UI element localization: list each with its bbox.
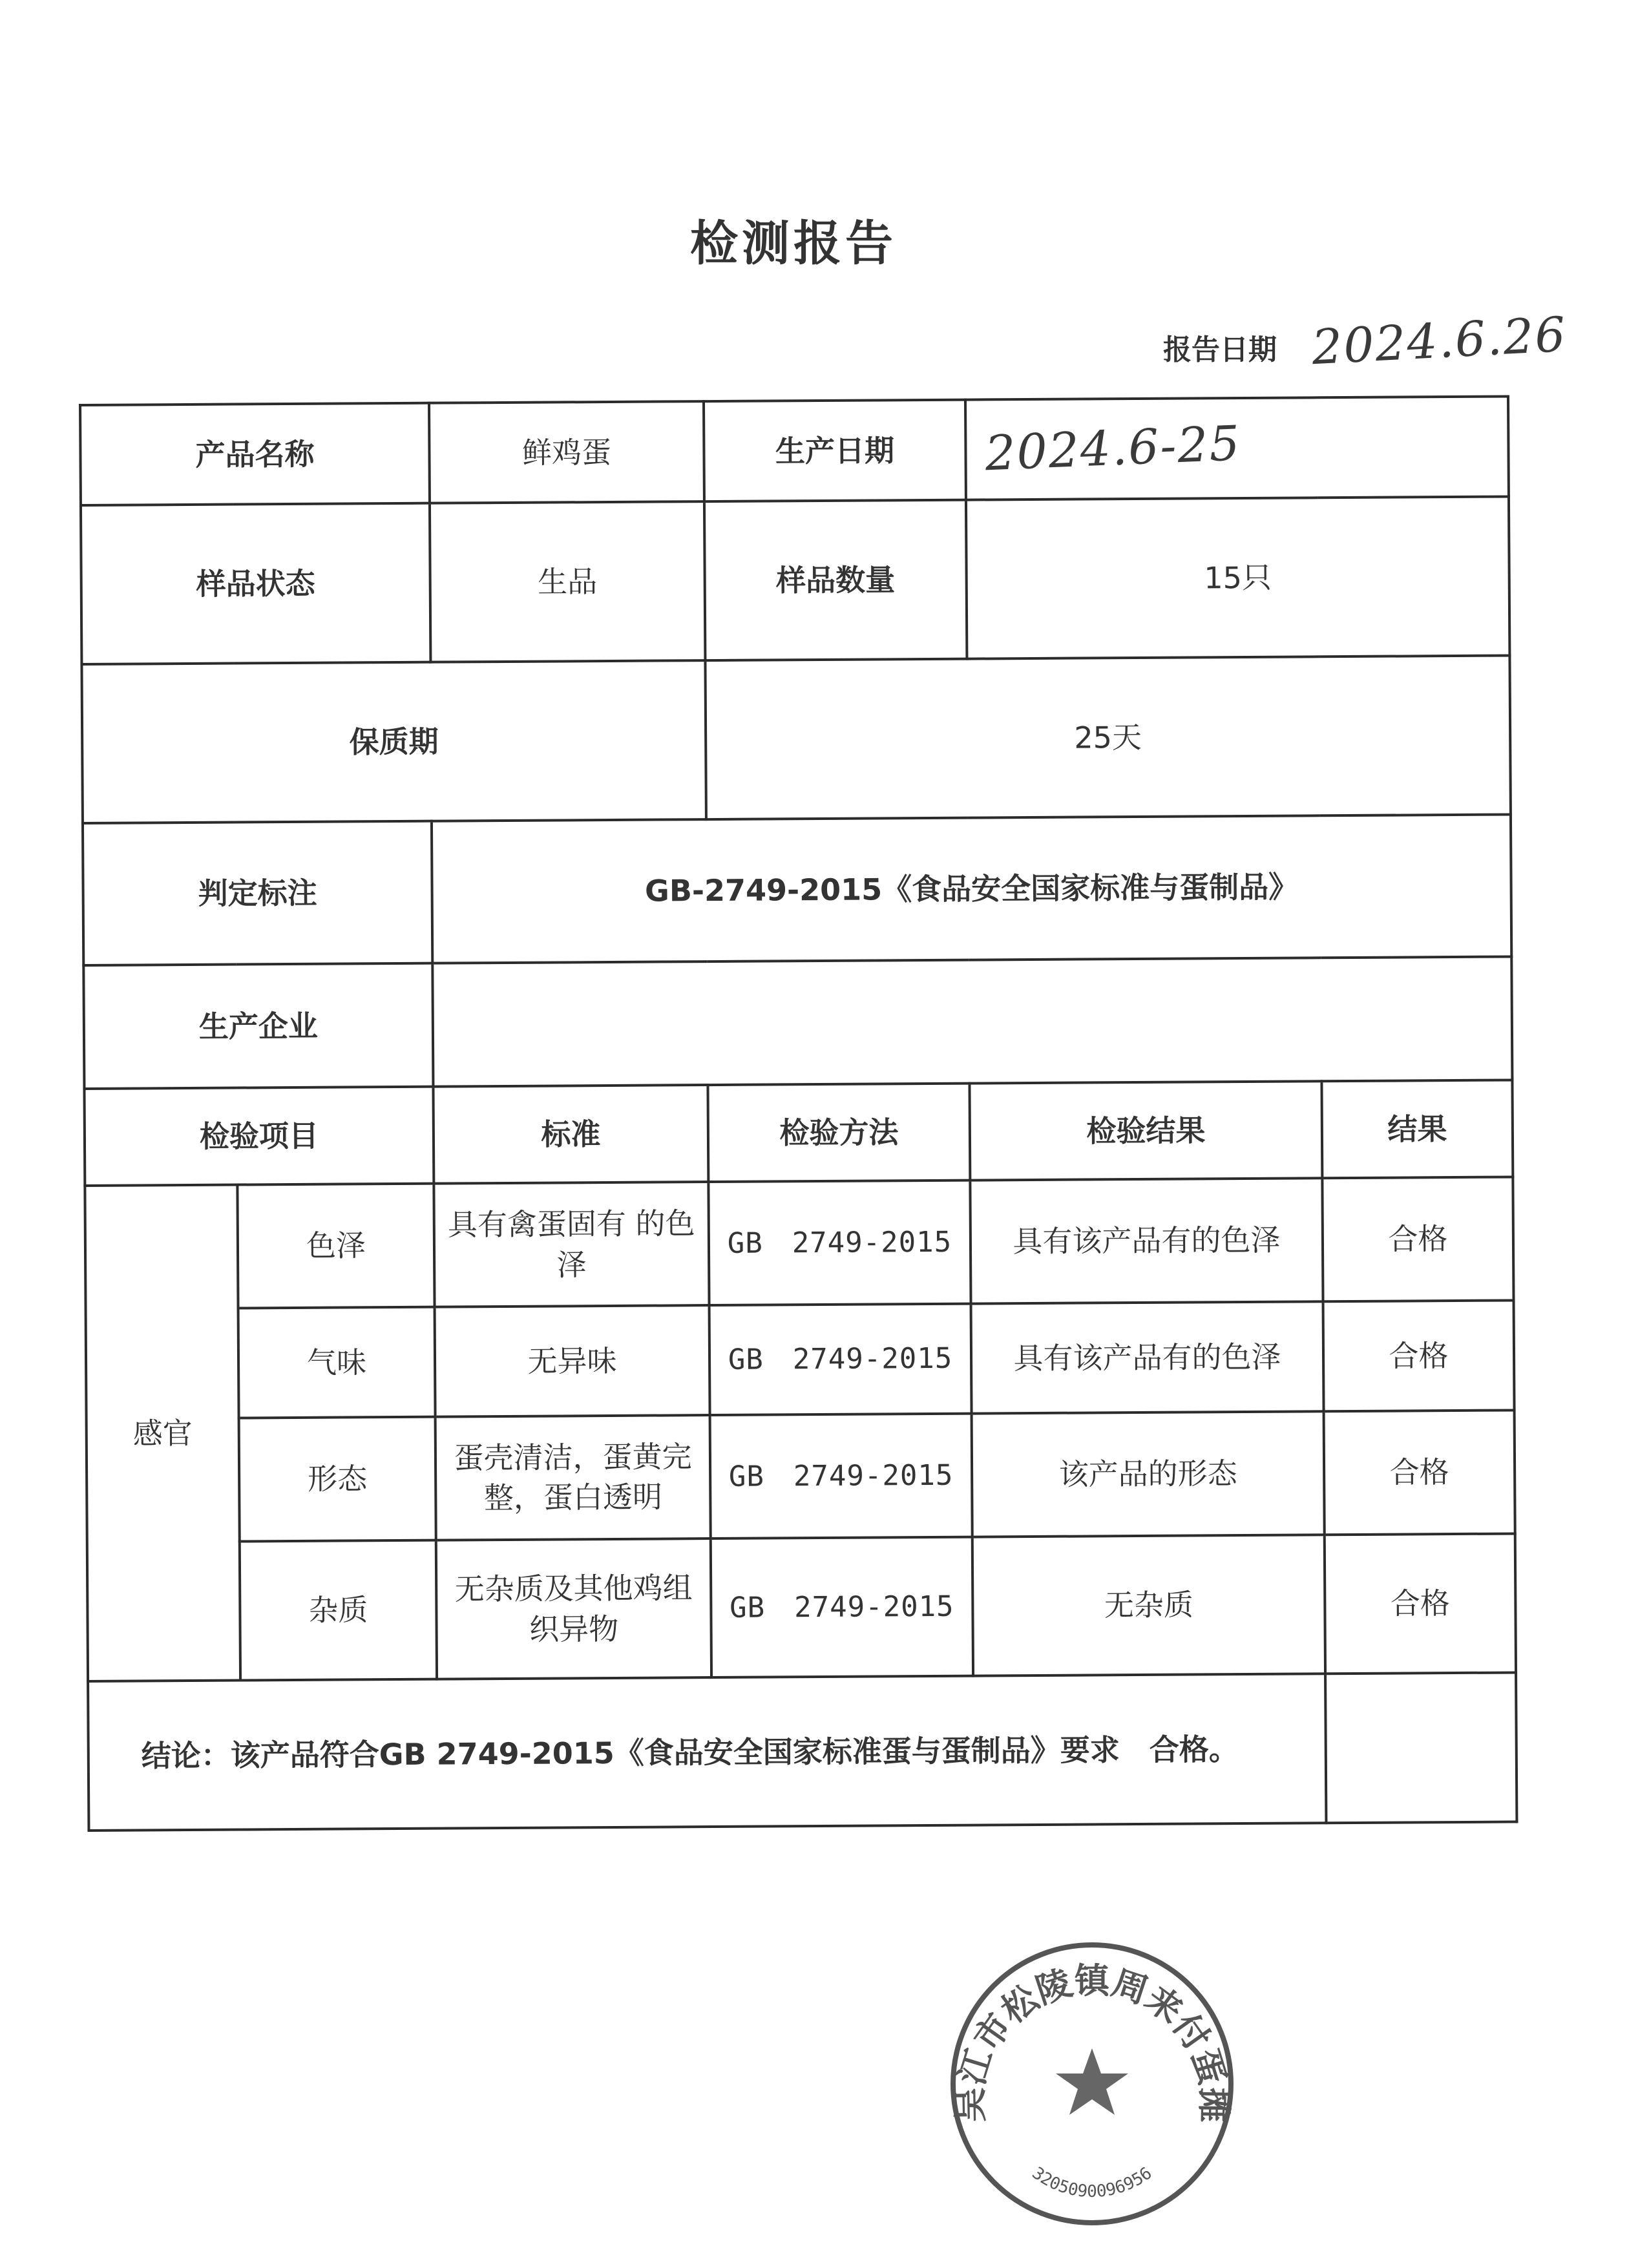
table-header-row	[84, 1080, 1513, 1186]
document-title: 检测报告	[690, 216, 897, 271]
row-result: 该产品的形态	[972, 1411, 1325, 1537]
column-header-result: 检验结果	[969, 1081, 1322, 1181]
production-date-cell	[965, 396, 1509, 500]
seal-number: 3205090096956	[1028, 2163, 1156, 2201]
row-standard: 无杂质及其他鸡组织异物	[436, 1538, 711, 1679]
table-row	[80, 396, 1509, 505]
row-item: 形态	[239, 1417, 436, 1541]
column-header-method: 检验方法	[708, 1083, 970, 1182]
seal-star-icon	[1056, 2048, 1128, 2115]
seal-text: 吴江市松陵镇周来付蛋摊	[949, 1960, 1235, 2123]
conclusion-empty-cell	[1325, 1673, 1517, 1823]
manufacturer-label: 生产企业	[83, 963, 433, 1089]
sensory-group-label: 感官	[85, 1185, 240, 1681]
table-row	[87, 1533, 1516, 1681]
production-date-label: 生产日期	[704, 400, 966, 502]
manufacturer-value	[432, 957, 1512, 1087]
table-row	[83, 957, 1512, 1089]
table-row	[87, 1411, 1515, 1542]
row-item: 色泽	[237, 1184, 434, 1308]
row-method: GB 2749-2015	[708, 1181, 971, 1305]
sample-status-label: 样品状态	[81, 503, 430, 664]
row-result: 具有该产品有的色泽	[970, 1179, 1323, 1304]
table-row	[86, 1300, 1515, 1419]
row-standard: 无异味	[435, 1305, 710, 1417]
official-seal	[943, 1935, 1241, 2232]
report-date-label: 报告日期	[1163, 333, 1277, 366]
row-verdict: 合格	[1324, 1411, 1515, 1535]
column-header-verdict: 结果	[1321, 1080, 1513, 1178]
standard-label: 判定标注	[83, 821, 432, 965]
row-item: 气味	[238, 1307, 436, 1418]
conclusion-text: 结论：该产品符合GB 2749-2015《食品安全国家标准蛋与蛋制品》要求 合格。	[88, 1674, 1326, 1831]
report-date-value: 2024.6.26	[1310, 306, 1568, 376]
row-standard: 蛋壳清洁，蛋黄完整，蛋白透明	[436, 1415, 711, 1540]
row-method: GB 2749-2015	[709, 1303, 972, 1415]
table-row	[83, 814, 1511, 965]
column-header-item: 检验项目	[84, 1087, 434, 1186]
production-date-value: 2024.6-25	[983, 415, 1243, 482]
shelf-life-label: 保质期	[81, 660, 706, 823]
row-verdict: 合格	[1322, 1177, 1513, 1301]
row-result: 具有该产品有的色泽	[971, 1301, 1324, 1414]
table-row	[81, 497, 1509, 664]
column-header-standard: 标准	[433, 1085, 708, 1184]
row-standard: 具有禽蛋固有 的色泽	[434, 1182, 709, 1307]
sample-quantity-label: 样品数量	[704, 500, 967, 660]
table-row	[81, 656, 1510, 823]
row-method: GB 2749-2015	[710, 1414, 972, 1538]
standard-value: GB-2749-2015《食品安全国家标准与蛋制品》	[432, 814, 1511, 963]
row-item: 杂质	[240, 1540, 437, 1680]
inspection-table	[79, 395, 1518, 1831]
row-method: GB 2749-2015	[711, 1537, 973, 1677]
conclusion-row	[88, 1673, 1517, 1831]
row-verdict: 合格	[1323, 1300, 1515, 1411]
table-row	[85, 1177, 1513, 1309]
product-name-value: 鲜鸡蛋	[429, 401, 704, 503]
sample-quantity-value: 15只	[966, 497, 1509, 659]
shelf-life-value: 25天	[705, 656, 1510, 819]
product-name-label: 产品名称	[80, 403, 430, 506]
sample-status-value: 生品	[430, 502, 705, 662]
row-verdict: 合格	[1325, 1533, 1516, 1674]
row-result: 无杂质	[972, 1535, 1325, 1676]
